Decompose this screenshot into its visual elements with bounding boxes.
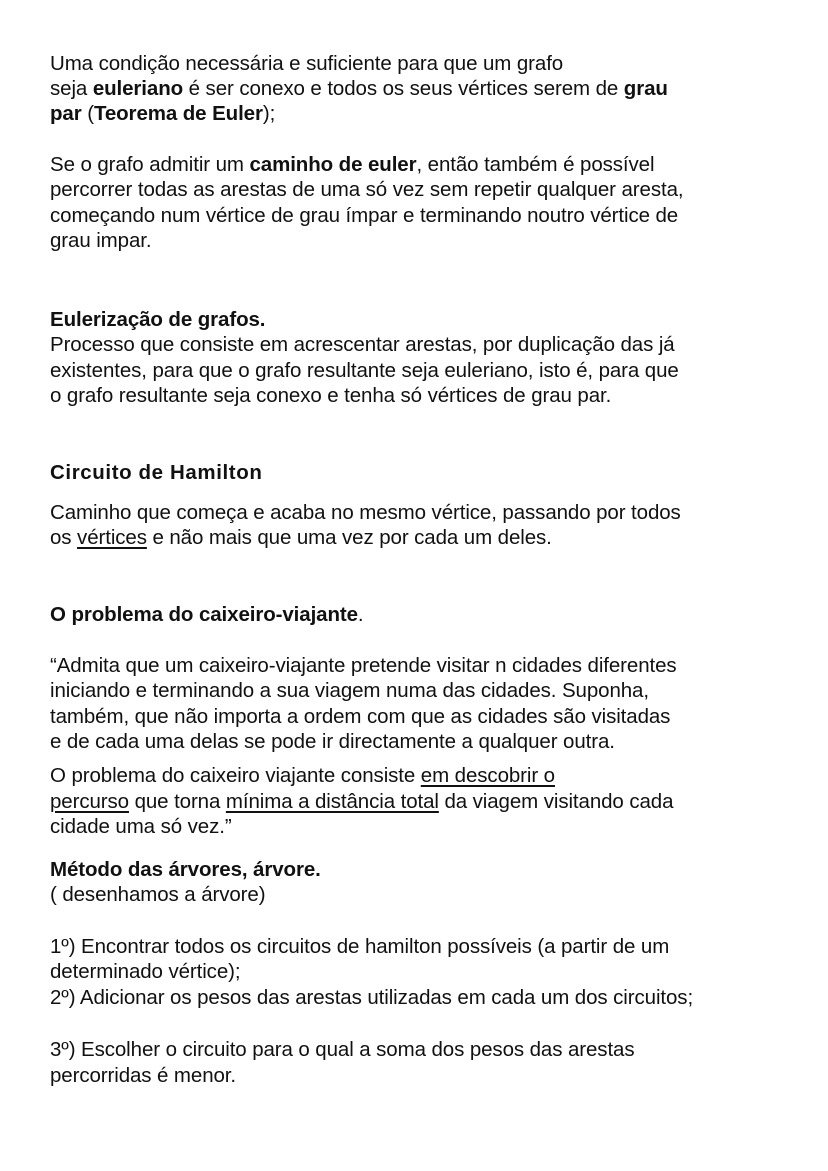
text: Uma condição necessária e suficiente para que um grafo xyxy=(50,52,564,75)
text: que torna xyxy=(128,790,226,813)
hamilton-line-1: Caminho que começa e acaba no mesmo vértice, passando por todos xyxy=(50,501,681,524)
euler-path-line-1 xyxy=(50,152,654,178)
underlined-term-vertices: vértices xyxy=(77,526,147,549)
hamilton-heading xyxy=(50,460,262,486)
step-1-line-2: determinado vértice); xyxy=(50,960,241,983)
text: ( xyxy=(81,102,94,125)
heading-text: Método das árvores, árvore. xyxy=(50,858,321,881)
step-1-line-1: 1º) Encontrar todos os circuitos de hamilton possíveis (a partir de um xyxy=(50,935,670,958)
heading-text: Eulerização de grafos. xyxy=(50,308,266,331)
euler-path-line-4: grau impar. xyxy=(50,229,152,252)
step-2: 2º) Adicionar os pesos das arestas utilizadas em cada um dos circuitos; xyxy=(50,986,694,1009)
text: e não mais que uma vez por cada um deles. xyxy=(146,526,552,549)
eulerization-line-2: existentes, para que o grafo resultante seja euleriano, isto é, para que xyxy=(50,359,679,382)
tsp-def-line-1 xyxy=(50,763,555,789)
text: é ser conexo e todos os seus vértices serem de xyxy=(183,77,624,100)
heading-text: O problema do caixeiro-viajante xyxy=(50,603,358,626)
tsp-quote-line-1: “Admita que um caixeiro-viajante pretende visitar n cidades diferentes xyxy=(50,654,677,677)
tsp-def-line-3: cidade uma só vez.” xyxy=(50,815,232,838)
eulerization-heading xyxy=(50,307,265,333)
bold-term-euleriano: euleriano xyxy=(92,77,184,100)
step-3-line-2: percorridas é menor. xyxy=(50,1064,237,1087)
tsp-def-line-2 xyxy=(50,789,673,815)
text: da viagem visitando cada xyxy=(438,790,674,813)
tsp-quote-line-2: iniciando e terminando a sua viagem numa das cidades. Suponha, xyxy=(50,679,649,702)
text: os xyxy=(50,526,78,549)
eulerization-line-1: Processo que consiste em acrescentar arestas, por duplicação das já xyxy=(50,333,675,356)
heading-text: Circuito de Hamilton xyxy=(50,461,263,484)
tree-method-note: ( desenhamos a árvore) xyxy=(50,883,266,906)
underlined-phrase: mínima a distância total xyxy=(225,790,439,813)
tsp-quote-line-3: também, que não importa a ordem com que as cidades são visitadas xyxy=(50,705,671,728)
bold-term-teorema-de-euler: Teorema de Euler xyxy=(93,102,263,125)
text: seja xyxy=(50,77,93,100)
euler-path-line-2: percorrer todas as arestas de uma só vez sem repetir qualquer aresta, xyxy=(50,178,684,201)
text: , então também é possível xyxy=(416,153,655,176)
tsp-quote-line-4: e de cada uma delas se pode ir directamente a qualquer outra. xyxy=(50,730,615,753)
eulerization-line-3: o grafo resultante seja conexo e tenha só vértices de grau par. xyxy=(50,384,612,407)
underlined-phrase: em descobrir o xyxy=(420,764,555,787)
hamilton-line-2 xyxy=(50,525,552,551)
euler-theorem-line-2 xyxy=(50,76,668,102)
bold-term-caminho-de-euler: caminho de euler xyxy=(249,153,417,176)
text: O problema do caixeiro viajante consiste xyxy=(50,764,421,787)
text: ); xyxy=(262,102,276,125)
euler-path-line-3: começando num vértice de grau ímpar e terminando noutro vértice de xyxy=(50,204,679,227)
underlined-phrase: percurso xyxy=(50,790,129,813)
bold-term-par: par xyxy=(50,102,82,125)
step-3-line-1: 3º) Escolher o circuito para o qual a soma dos pesos das arestas xyxy=(50,1038,635,1061)
tsp-heading xyxy=(50,602,364,628)
bold-term-grau: grau xyxy=(623,77,668,100)
euler-theorem-line-1 xyxy=(50,51,563,77)
text: . xyxy=(357,603,364,626)
text: Se o grafo admitir um xyxy=(50,153,250,176)
tree-method-heading xyxy=(50,857,321,883)
euler-theorem-line-3 xyxy=(50,101,275,127)
